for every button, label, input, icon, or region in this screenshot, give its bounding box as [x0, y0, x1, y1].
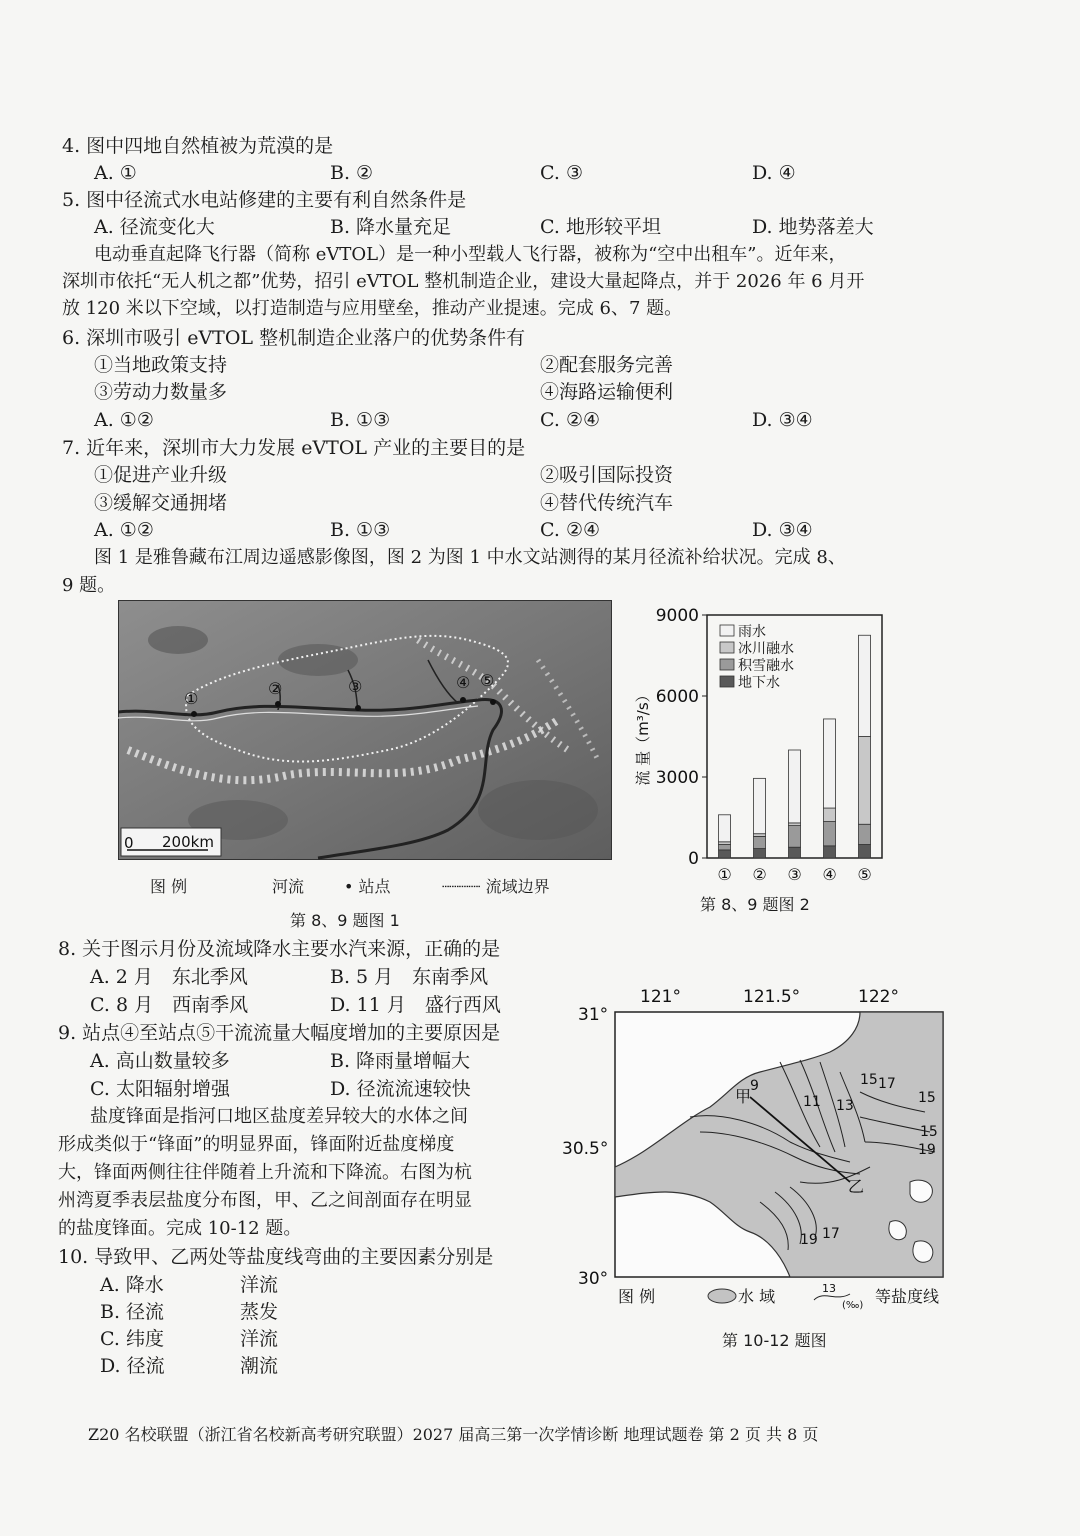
- q8-stem: 8. 关于图示月份及流域降水主要水汽来源，正确的是: [58, 938, 501, 960]
- figure3-salinity-map: [560, 982, 960, 1322]
- intro67-line2: 深圳市依托“无人机之都”优势，招引 eVTOL 整机制造企业，建设大量起降点，并于 2026 年 6 月开: [62, 271, 865, 292]
- bar-segment: [859, 845, 871, 859]
- x-tick-label: ③: [787, 865, 802, 884]
- bar-segment: [719, 842, 731, 845]
- q5-option-d: D. 地势落差大: [752, 216, 874, 238]
- q4-option-b: B. ②: [330, 162, 374, 184]
- q5-option-b: B. 降水量充足: [330, 216, 452, 238]
- fig2-caption: 第 8、9 题图 2: [700, 895, 810, 914]
- intro1012-line1: 盐度锋面是指河口地区盐度差异较大的水体之间: [90, 1106, 468, 1127]
- legend-swatch: [720, 642, 734, 653]
- q8-option-a: A. 2 月 东北季风: [90, 966, 248, 988]
- q9-option-d: D. 径流流速较快: [330, 1078, 471, 1100]
- x-tick-label: ①: [717, 865, 732, 884]
- figure2-chart: [632, 600, 892, 890]
- bar-segment: [754, 834, 766, 837]
- y-tick-label: 3000: [655, 768, 699, 788]
- station-label-1: ①: [184, 689, 199, 708]
- bar-segment: [754, 836, 766, 848]
- intro67-line3: 放 120 米以下空域，以打造制造与应用壁垒，推动产业提速。完成 6、7 题。: [62, 298, 683, 319]
- q7-item-1: ①促进产业升级: [94, 464, 228, 486]
- fig1-legend-boundary: ┈┈┈┈ 流域边界: [442, 877, 550, 896]
- bar-segment: [789, 826, 801, 848]
- q6-item-4: ④海路运输便利: [540, 381, 674, 403]
- fig3-legend-iso: 等盐度线: [875, 1287, 940, 1306]
- legend-label: 地下水: [738, 675, 780, 691]
- fig1-caption: 第 8、9 题图 1: [290, 911, 400, 930]
- iso-label-19a: 19: [918, 1142, 936, 1158]
- iso-label-15a: 15: [860, 1072, 878, 1088]
- fig3-legend-iso-num: 13: [822, 1282, 836, 1295]
- iso-label-9: 9: [750, 1078, 759, 1094]
- q5-option-c: C. 地形较平坦: [540, 216, 661, 238]
- station-label-3: ③: [348, 677, 363, 696]
- q10-option-a-1: A. 降水: [100, 1274, 164, 1296]
- iso-label-17a: 17: [878, 1076, 896, 1092]
- q9-option-c: C. 太阳辐射增强: [90, 1078, 230, 1100]
- bar-segment: [789, 750, 801, 823]
- q10-option-b-2: 蒸发: [240, 1301, 279, 1323]
- q7-stem: 7. 近年来，深圳市大力发展 eVTOL 产业的主要目的是: [62, 437, 526, 459]
- iso-label-17b: 17: [822, 1226, 840, 1242]
- legend-swatch: [720, 625, 734, 636]
- station-label-5: ⑤: [480, 671, 495, 690]
- q5-option-a: A. 径流变化大: [94, 216, 215, 238]
- station-label-2: ②: [268, 679, 283, 698]
- iso-label-19b: 19: [800, 1232, 818, 1248]
- station-3: [355, 705, 361, 711]
- intro89-line1: 图 1 是雅鲁藏布江周边遥感影像图，图 2 为图 1 中水文站测得的某月径流补给状况。完成 8、: [94, 547, 846, 568]
- q6-option-b: B. ①③: [330, 409, 391, 431]
- intro1012-line5: 的盐度锋面。完成 10-12 题。: [58, 1218, 302, 1239]
- lat-31: 31°: [578, 1005, 609, 1025]
- iso-label-15c: 15: [920, 1124, 938, 1140]
- fig3-legend-water: 水 域: [738, 1287, 776, 1306]
- q6-item-1: ①当地政策支持: [94, 354, 228, 376]
- bar-segment: [719, 815, 731, 842]
- q10-option-d-1: D. 径流: [100, 1355, 165, 1377]
- q5-stem: 5. 图中径流式水电站修建的主要有利自然条件是: [62, 189, 467, 211]
- bar-segment: [719, 845, 731, 850]
- bar-segment: [824, 846, 836, 858]
- fig1-legend-river: 河流: [272, 877, 305, 896]
- lon-121: 121°: [640, 987, 681, 1007]
- bar-segment: [824, 808, 836, 822]
- q9-option-a: A. 高山数量较多: [90, 1050, 230, 1072]
- iso-label-15b: 15: [918, 1090, 936, 1106]
- bar-segment: [754, 849, 766, 858]
- q6-item-2: ②配套服务完善: [540, 354, 674, 376]
- fig3-legend-title: 图 例: [618, 1287, 656, 1306]
- intro1012-line4: 州湾夏季表层盐度分布图，甲、乙之间剖面存在明显: [58, 1190, 472, 1211]
- q6-item-3: ③劳动力数量多: [94, 381, 228, 403]
- bar-segment: [859, 635, 871, 736]
- q9-stem: 9. 站点④至站点⑤干流流量大幅度增加的主要原因是: [58, 1022, 501, 1044]
- bar-segment: [859, 737, 871, 825]
- lat-30: 30°: [578, 1269, 609, 1289]
- q10-stem: 10. 导致甲、乙两处等盐度线弯曲的主要因素分别是: [58, 1246, 494, 1268]
- intro1012-line3: 大，锋面两侧往往伴随着上升流和下降流。右图为杭: [58, 1162, 472, 1183]
- x-tick-label: ⑤: [857, 865, 872, 884]
- q7-option-c: C. ②④: [540, 519, 601, 541]
- q7-item-2: ②吸引国际投资: [540, 464, 674, 486]
- bar-segment: [754, 778, 766, 833]
- q7-option-a: A. ①②: [94, 519, 154, 541]
- q10-option-c-2: 洋流: [240, 1328, 279, 1350]
- bar-segment: [824, 822, 836, 846]
- label-jia: 甲: [735, 1087, 752, 1106]
- q10-option-d-2: 潮流: [240, 1355, 279, 1377]
- q7-option-b: B. ①③: [330, 519, 391, 541]
- bar-segment: [824, 719, 836, 808]
- q7-item-3: ③缓解交通拥堵: [94, 492, 228, 514]
- fig1-legend-station: • 站点: [344, 877, 391, 896]
- intro89-line2: 9 题。: [62, 575, 116, 596]
- q6-stem: 6. 深圳市吸引 eVTOL 整机制造企业落户的优势条件有: [62, 327, 526, 349]
- q10-option-a-2: 洋流: [240, 1274, 279, 1296]
- q6-option-a: A. ①②: [94, 409, 154, 431]
- legend-swatch: [720, 659, 734, 670]
- station-1: [191, 711, 197, 717]
- q10-option-c-1: C. 纬度: [100, 1328, 164, 1350]
- bar-segment: [789, 847, 801, 858]
- q6-option-c: C. ②④: [540, 409, 601, 431]
- q8-option-b: B. 5 月 东南季风: [330, 966, 489, 988]
- q8-option-d: D. 11 月 盛行西风: [330, 994, 501, 1016]
- figure1-map: [118, 600, 612, 860]
- y-tick-label: 0: [688, 849, 699, 869]
- legend-swatch: [720, 676, 734, 687]
- iso-label-13: 13: [836, 1098, 854, 1114]
- bar-segment: [719, 850, 731, 858]
- bar-segment: [859, 824, 871, 844]
- station-4: [460, 697, 466, 703]
- y-axis-label: 流 量（m³/s）: [634, 687, 652, 786]
- fig3-legend-iso-unit: (‰): [842, 1300, 864, 1311]
- label-yi: 乙: [848, 1177, 865, 1196]
- y-tick-label: 6000: [655, 687, 699, 707]
- q4-stem: 4. 图中四地自然植被为荒漠的是: [62, 135, 334, 157]
- q4-option-d: D. ④: [752, 162, 796, 184]
- lon-1215: 121.5°: [743, 987, 801, 1007]
- fig1-legend-title: 图 例: [150, 877, 188, 896]
- q10-option-b-1: B. 径流: [100, 1301, 165, 1323]
- page-footer: Z20 名校联盟（浙江省名校新高考研究联盟）2027 届高三第一次学情诊断 地理试题卷 第 2 页 共 8 页: [88, 1425, 819, 1444]
- q4-option-c: C. ③: [540, 162, 583, 184]
- station-label-4: ④: [456, 673, 471, 692]
- lat-305: 30.5°: [562, 1139, 609, 1159]
- x-tick-label: ②: [752, 865, 767, 884]
- q6-option-d: D. ③④: [752, 409, 813, 431]
- q8-option-c: C. 8 月 西南季风: [90, 994, 249, 1016]
- station-2: [275, 701, 281, 707]
- y-tick-label: 9000: [655, 606, 699, 626]
- scale-zero: 0: [124, 834, 134, 852]
- fig3-caption: 第 10-12 题图: [722, 1331, 827, 1350]
- intro67-line1: 电动垂直起降飞行器（简称 eVTOL）是一种小型载人飞行器，被称为“空中出租车”。近年来，: [94, 244, 847, 265]
- q4-option-a: A. ①: [94, 162, 137, 184]
- station-5: [490, 699, 496, 705]
- q7-item-4: ④替代传统汽车: [540, 492, 674, 514]
- scale-label: 200km: [162, 833, 214, 851]
- q7-option-d: D. ③④: [752, 519, 813, 541]
- bar-segment: [789, 823, 801, 826]
- lon-122: 122°: [858, 987, 899, 1007]
- legend-label: 积雪融水: [738, 658, 794, 674]
- intro1012-line2: 形成类似于“锋面”的明显界面，锋面附近盐度梯度: [58, 1134, 455, 1155]
- q9-option-b: B. 降雨量增幅大: [330, 1050, 471, 1072]
- x-tick-label: ④: [822, 865, 837, 884]
- legend-label: 雨水: [738, 624, 766, 640]
- legend-label: 冰川融水: [738, 641, 794, 657]
- iso-label-11: 11: [803, 1094, 821, 1110]
